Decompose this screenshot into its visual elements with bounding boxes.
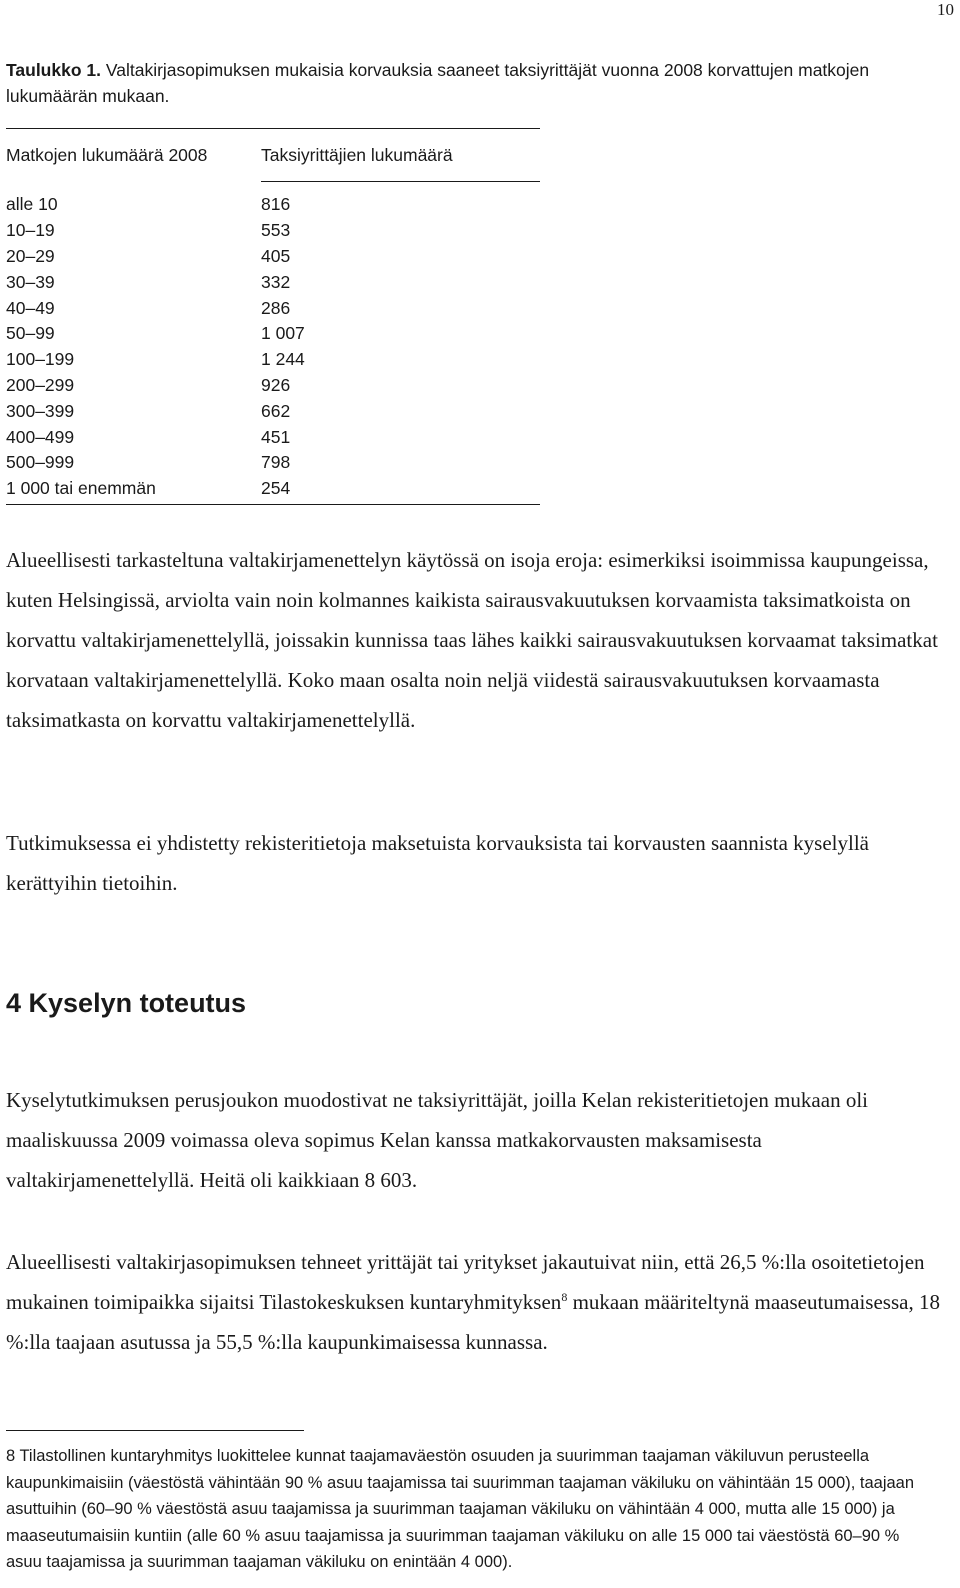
table-cell-trips: 30–39 <box>6 271 55 292</box>
table-cell-trips: 40–49 <box>6 297 55 318</box>
table-row <box>6 269 540 295</box>
paragraph-regional-distribution <box>6 1242 946 1362</box>
table-cell-trips: 20–29 <box>6 245 55 266</box>
table-cell-trips: 500–999 <box>6 452 75 473</box>
table-cell-entrepreneurs: 451 <box>261 426 291 447</box>
table-cell-entrepreneurs: 798 <box>261 452 291 473</box>
paragraph-text: Kyselytutkimuksen perusjoukon muodostivat ne taksiyrittäjät, joilla Kelan rekisteritietojen mukaan oli maaliskuussa 2009 voimassa oleva sopimus Kelan kanssa matkakorvausten maksamisesta valtakirjamenettelyllä. Heitä oli kaikkiaan 8 603. <box>6 1088 868 1192</box>
table-cell-entrepreneurs: 1 244 <box>261 349 305 370</box>
paragraph-text <box>6 1242 946 1362</box>
table-cell-trips: 1 000 tai enemmän <box>6 478 156 499</box>
table-cell-entrepreneurs: 553 <box>261 220 291 241</box>
table-cell-entrepreneurs: 332 <box>261 271 291 292</box>
table-row <box>6 347 540 373</box>
table-row <box>6 450 540 476</box>
table-cell-entrepreneurs: 286 <box>261 297 291 318</box>
table-row <box>6 218 540 244</box>
paragraph-text: Tutkimuksessa ei yhdistetty rekisteritietoja maksetuista korvauksista tai korvausten saannista kyselyllä kerättyihin tietoihin. <box>6 831 869 895</box>
table-cell-trips: 50–99 <box>6 323 55 344</box>
table-row <box>6 424 540 450</box>
footnote: 8 Tilastollinen kuntaryhmitys luokittelee kunnat taajamaväestön osuuden ja suurimman taajaman väkiluvun perusteella kaupunkimaisiin (väestöstä vähintään 90 % asuu taajamissa tai suurimman taajaman väkiluku on vähintään 15 000), taajaan asuttuihin (60–90 % väestöstä asuu taajamissa ja suurimman taajaman väkiluku on vähintään 4 000, mutta alle 15 000) ja maaseutumaisiin kuntiin (alle 60 % asuu taajamissa ja suurimman taajaman väkiluku on alle 15 000 tai väestöstä 60–90 % asuu taajamissa ja suurimman taajaman väkiluku on enintään 4 000). <box>6 1447 915 1571</box>
table-row <box>6 244 540 270</box>
paragraph-regional-differences <box>6 540 946 740</box>
paragraph-text: Alueellisesti tarkasteltuna valtakirjamenettelyn käytössä on isoja eroja: esimerkiksi isoimmissa kaupungeissa, kuten Helsingissä, arviolta vain noin kolmannes kaikista sairausvakuutuksen korvaamista taksimatkoista on korvattu valtakirjamenettelyllä, joissakin kunnissa taas lähes kaikki sairausvakuutuksen korvaamat taksimatkat korvataan valtakirjamenettelyllä. Koko maan osalta noin neljä viidestä sairausvakuutuksen korvaamasta taksimatkasta on korvattu valtakirjamenettelyllä. <box>6 548 938 732</box>
footnote-ref[interactable]: 8 <box>561 1290 568 1304</box>
section-heading: 4 Kyselyn toteutus <box>6 988 247 1018</box>
table-cell-trips: 10–19 <box>6 220 55 241</box>
table-cell-trips: 300–399 <box>6 400 75 421</box>
paragraph-text-part-1: Alueellisesti valtakirjasopimuksen tehneet yrittäjät tai yritykset jakautuivat niin, että 26,5 %:lla osoitetietojen mukainen toimipaikka sijaitsi Tilastokeskuksen kuntaryhmityksen <box>6 1250 925 1314</box>
table-row <box>6 476 540 502</box>
paragraph-population <box>6 1080 946 1200</box>
table-caption <box>6 57 926 109</box>
page-number: 10 <box>937 0 954 19</box>
table-cell-entrepreneurs: 816 <box>261 194 291 215</box>
table-cell-entrepreneurs: 254 <box>261 478 291 499</box>
table-caption-label: Taulukko 1. <box>6 60 101 80</box>
table-header-entrepreneurs: Taksiyrittäjien lukumäärä <box>261 144 453 165</box>
paragraph-text-part-2: mukaan määriteltynä maaseutumaisessa, 18 %:lla taajaan asutussa ja 55,5 %:lla kaupunkimaisessa kunnassa. <box>6 1290 940 1354</box>
table-cell-trips: 100–199 <box>6 349 75 370</box>
table-header-trips: Matkojen lukumäärä 2008 <box>6 144 208 165</box>
table-cell-entrepreneurs: 662 <box>261 400 291 421</box>
table-cell-entrepreneurs: 1 007 <box>261 323 305 344</box>
data-table <box>6 128 540 505</box>
table-cell-trips: alle 10 <box>6 194 58 215</box>
footnote-rule <box>6 1430 304 1431</box>
table-body <box>6 182 540 504</box>
table-row <box>6 398 540 424</box>
table-cell-trips: 200–299 <box>6 374 75 395</box>
table-header-row <box>6 129 540 181</box>
paragraph-register-data <box>6 823 946 903</box>
table-row <box>6 192 540 218</box>
table-cell-trips: 400–499 <box>6 426 75 447</box>
table-row <box>6 373 540 399</box>
table-caption-text: Valtakirjasopimuksen mukaisia korvauksia saaneet taksiyrittäjät vuonna 2008 korvattujen matkojen lukumäärän mukaan. <box>6 60 870 106</box>
table-bottom-rule <box>6 504 540 505</box>
table-row <box>6 295 540 321</box>
table-cell-entrepreneurs: 926 <box>261 374 291 395</box>
table-row <box>6 321 540 347</box>
table-cell-entrepreneurs: 405 <box>261 245 291 266</box>
